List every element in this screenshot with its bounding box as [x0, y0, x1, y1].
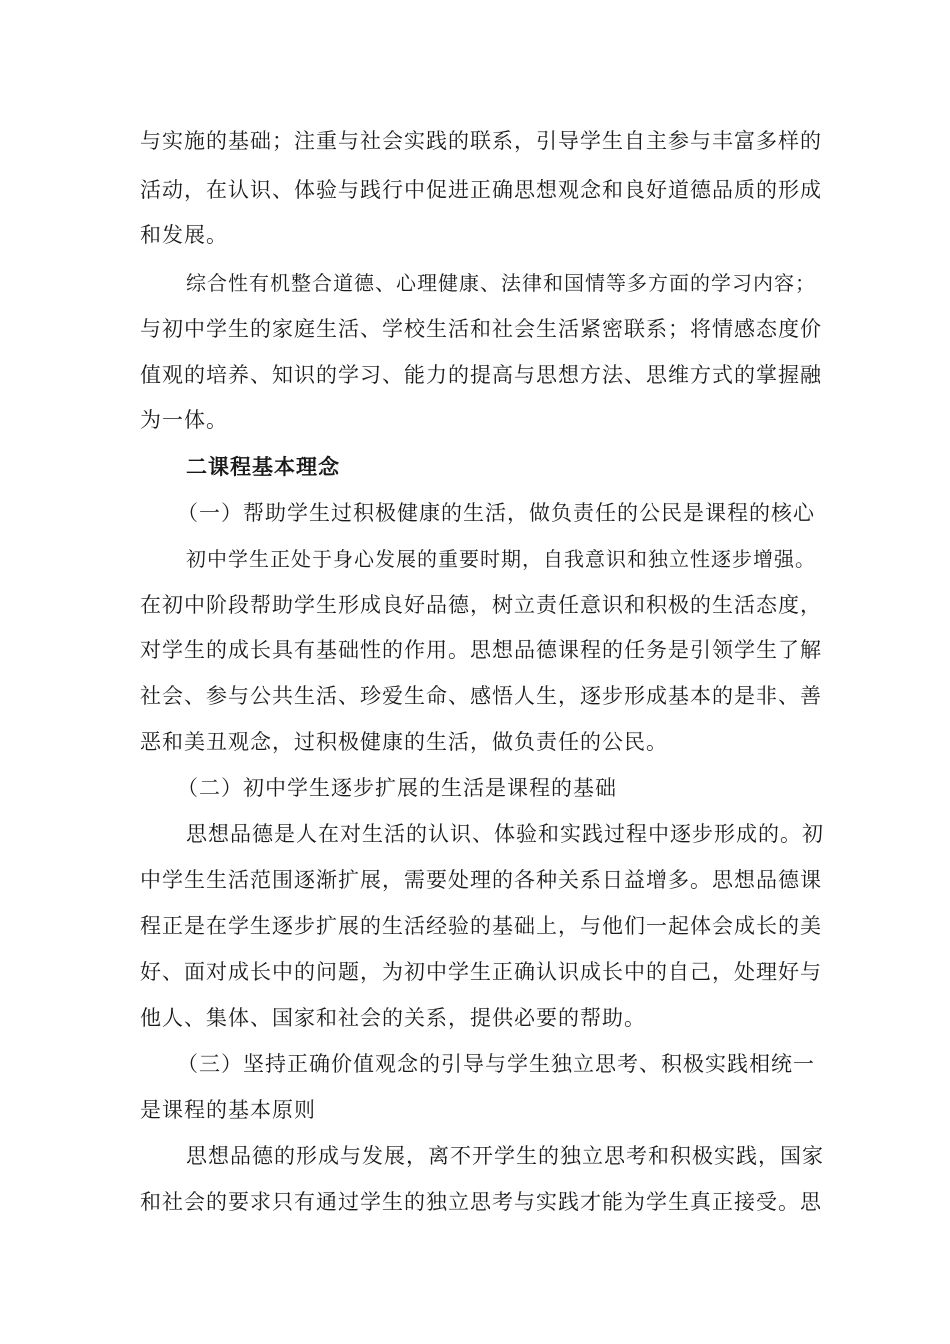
- subsection-2-line-3: 程正是在学生逐步扩展的生活经验的基础上，与他们一起体会成长的美: [140, 914, 822, 938]
- subsection-1-line-3: 对学生的成长具有基础性的作用。思想品德课程的任务是引领学生了解: [140, 638, 822, 662]
- subsection-1-line-2: 在初中阶段帮助学生形成良好品德，树立责任意识和积极的生活态度，: [140, 593, 822, 617]
- subsection-2-line-2: 中学生生活范围逐渐扩展，需要处理的各种关系日益增多。思想品德课: [140, 868, 822, 892]
- paragraph-2-line-4: 为一体。: [140, 408, 228, 432]
- subsection-1-title: （一）帮助学生过积极健康的生活，做负责任的公民是课程的核心: [177, 501, 815, 525]
- subsection-1-line-1: 初中学生正处于身心发展的重要时期，自我意识和独立性逐步增强。: [186, 547, 816, 571]
- subsection-2-line-5: 他人、集体、国家和社会的关系，提供必要的帮助。: [140, 1006, 646, 1030]
- subsection-3-line-2: 和社会的要求只有通过学生的独立思考与实践才能为学生真正接受。思: [140, 1190, 822, 1214]
- paragraph-2-line-2: 与初中学生的家庭生活、学校生活和社会生活紧密联系；将情感态度价: [140, 317, 822, 341]
- paragraph-2-line-1: 综合性有机整合道德、心理健康、法律和国情等多方面的学习内容；: [186, 271, 816, 295]
- subsection-2-line-4: 好、面对成长中的问题，为初中学生正确认识成长中的自己，处理好与: [140, 960, 822, 984]
- subsection-2-title: （二）初中学生逐步扩展的生活是课程的基础: [177, 776, 617, 800]
- paragraph-1-line-3: 和发展。: [140, 223, 228, 247]
- subsection-1-line-4: 社会、参与公共生活、珍爱生命、感悟人生，逐步形成基本的是非、善: [140, 684, 822, 708]
- paragraph-1-line-2: 活动，在认识、体验与践行中促进正确思想观念和良好道德品质的形成: [140, 178, 822, 202]
- subsection-3-title-line-2: 是课程的基本原则: [140, 1098, 316, 1122]
- subsection-3-title-line-1: （三）坚持正确价值观念的引导与学生独立思考、积极实践相统一: [177, 1052, 815, 1076]
- subsection-2-line-1: 思想品德是人在对生活的认识、体验和实践过程中逐步形成的。初: [186, 822, 824, 846]
- paragraph-1-line-1: 与实施的基础；注重与社会实践的联系，引导学生自主参与丰富多样的: [140, 129, 822, 153]
- subsection-3-line-1: 思想品德的形成与发展，离不开学生的独立思考和积极实践，国家: [186, 1144, 824, 1168]
- section-heading: 二课程基本理念: [186, 455, 340, 479]
- subsection-1-line-5: 恶和美丑观念，过积极健康的生活，做负责任的公民。: [140, 730, 668, 754]
- paragraph-2-line-3: 值观的培养、知识的学习、能力的提高与思想方法、思维方式的掌握融: [140, 363, 822, 387]
